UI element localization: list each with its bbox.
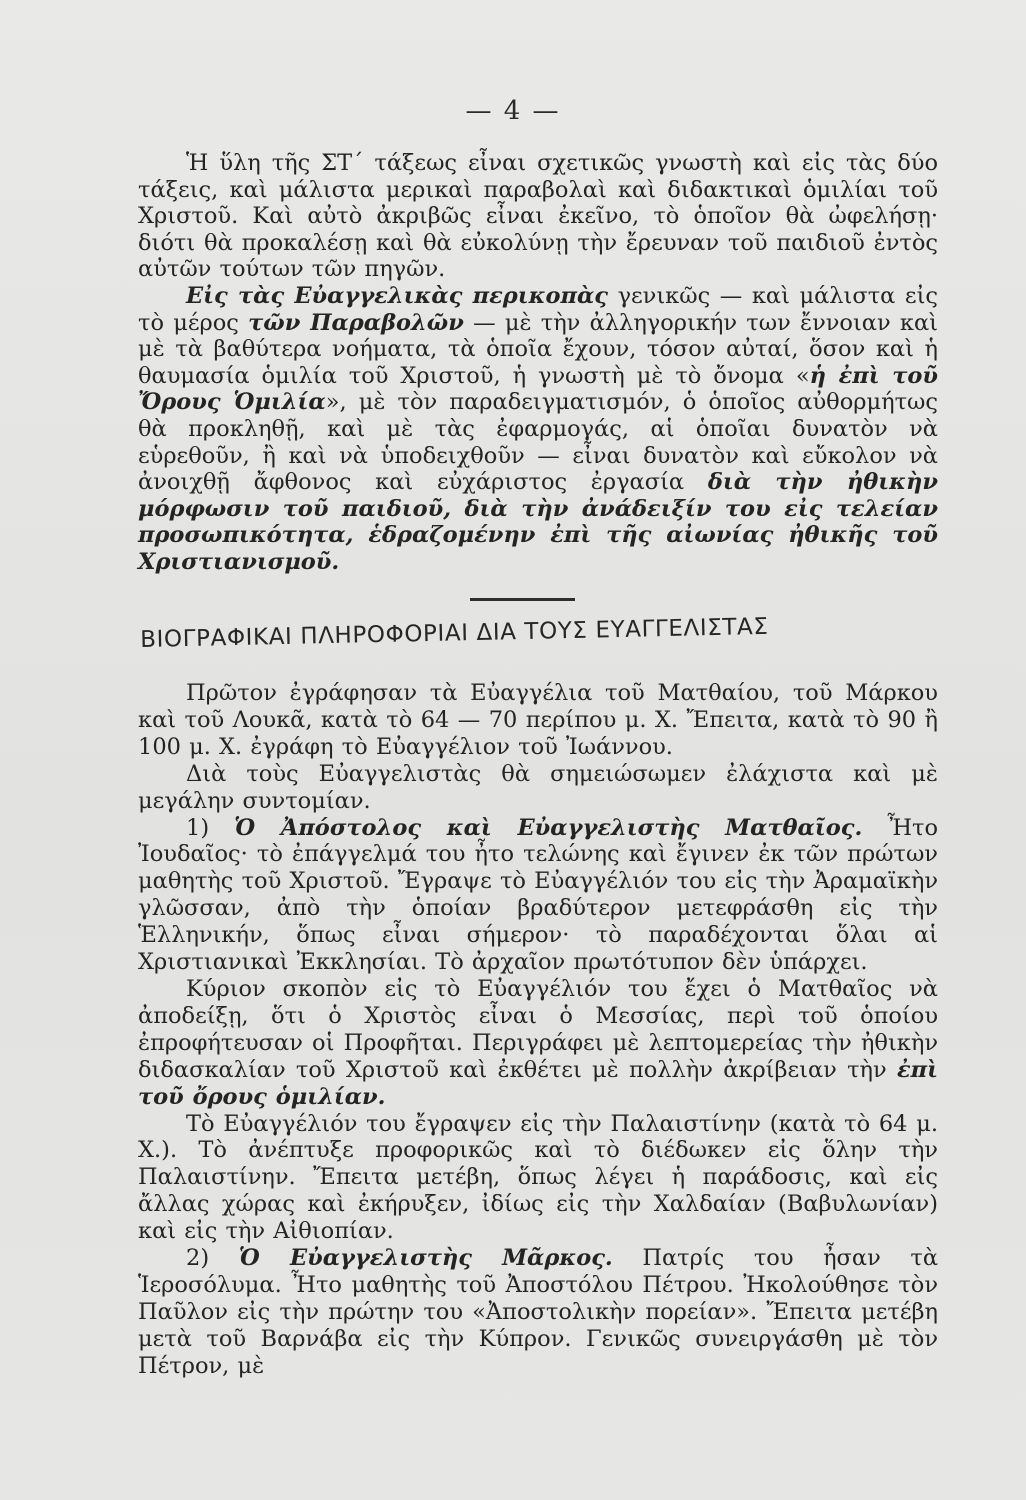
emphasis-moral-education: διὰ τὴν ἠθικὴν μόρφωσιν τοῦ παιδιοῦ, διὰ τὴν ἀνάδειξίν του εἰς τελείαν προσωπικότητα, ἑδραζομένην ἐπὶ τῆς αἰωνίας ἠθικῆς τοῦ Χριστιανισμοῦ. — [138, 469, 938, 575]
intro-paragraph-2 — [138, 283, 938, 576]
text-run: Πατρίς του ἦσαν τὰ Ἱεροσόλυμα. Ἦτο μαθητὴς τοῦ Ἀποστόλου Πέτρου. Ἠκολούθησε τὸν Παῦλον εἰς τὴν πρώτην του «Ἀποστολικὴν πορείαν». Ἔπειτα μετέβη μετὰ τοῦ Βαρνάβα εἰς τὴν Κύπρον. Γενικῶς συνειργάσθη μὲ τὸν Πέτρον, μὲ — [138, 1245, 939, 1379]
bio-paragraph-1: Πρῶτον ἐγράφησαν τὰ Εὐαγγέλια τοῦ Ματθαίου, τοῦ Μάρκου καὶ τοῦ Λουκᾶ, κατὰ τὸ 64 — 70 περίπου μ. Χ. Ἔπειτα, κατὰ τὸ 90 ἢ 100 μ. Χ. ἐγράφη τὸ Εὐαγγέλιον τοῦ Ἰωάννου. — [138, 680, 938, 760]
text-run: γενικῶς — καὶ μάλιστα εἰς τὸ μέρος — [138, 282, 939, 336]
biography-text — [138, 680, 938, 1380]
emphasis-mark-title: Ὁ Εὐαγγελιστὴς Μᾶρκος. — [238, 1245, 613, 1272]
section-divider — [470, 598, 575, 601]
text-run: Κύριον σκοπὸν εἰς τὸ Εὐαγγέλιόν του ἔχει ὁ Ματθαῖος νὰ ἀποδείξῃ, ὅτι ὁ Χριστὸς εἶναι ὁ Μεσσίας, περὶ τοῦ ὁποίου ἐπροφήτευσαν οἱ Προφῆται. Περιγράφει μὲ λεπτομερείας τὴν ἠθικὴν διδασκαλίαν τοῦ Χριστοῦ καὶ ἐκθέτει μὲ πολλὴν ἀκρίβειαν τὴν — [138, 975, 938, 1083]
bio-paragraph-4 — [138, 976, 938, 1111]
text-run: », μὲ τὸν παραδειγματισμόν, ὁ ὁποῖος αὐθορμήτως θὰ προκληθῇ, καὶ μὲ τὰς ἐφαρμογάς, αἱ ὁποῖαι δυνατὸν νὰ εὑρεθοῦν, ἢ καὶ νὰ ὑποδειχθοῦν — εἶναι δυνατὸν καὶ εὔκολον νὰ ἀνοιχθῇ ἄφθονος καὶ εὐχάριστος ἐργασία — [138, 389, 939, 496]
list-number: 1) — [186, 814, 235, 841]
emphasis-gospel-passages: Εἰς τὰς Εὐαγγελικὰς περικοπὰς — [186, 282, 608, 309]
intro-text — [138, 150, 938, 576]
text-run: Ἦτο Ἰουδαῖος· τὸ ἐπάγγελμά του ἦτο τελώνης καὶ ἔγινεν ἐκ τῶν πρώτων μαθητὴς τοῦ Χριστοῦ. Ἔγραψε τὸ Εὐαγγέλιόν του εἰς τὴν Ἀραμαϊκὴν γλῶσσαν, ἀπὸ τὴν ὁποίαν βραδύτερον μετεφράσθη εἰς τὴν Ἑλληνικήν, ὅπως εἶναι σήμερον· τὸ παραδέχονται ὅλαι αἱ Χριστιανικαὶ Ἐκκλησίαι. Τὸ ἀρχαῖον πρωτότυπον δὲν ὑπάρχει. — [138, 814, 939, 976]
emphasis-sermon: ἐπὶ τοῦ ὄρους ὁμιλίαν. — [138, 1056, 938, 1110]
text-run: — μὲ τὴν ἀλληγορικήν των ἔννοιαν καὶ μὲ τὰ βαθύτερα νοήματα, τὰ ὁποῖα ἔχουν, τόσον αὐταί, ὅσον καὶ ἡ θαυμασία ὁμιλία τοῦ Χριστοῦ, ἡ γνωστὴ μὲ τὸ ὄνομα « — [138, 309, 938, 389]
list-number: 2) — [186, 1245, 239, 1272]
emphasis-sermon-on-the-mount: ἡ ἐπὶ τοῦ Ὄρους Ὁμιλία — [138, 362, 938, 416]
emphasis-matthew-title: Ὁ Ἀπόστολος καὶ Εὐαγγελιστὴς Ματθαῖος. — [234, 814, 863, 841]
page-number: — 4 — — [465, 96, 561, 126]
emphasis-parables: τῶν Παραβολῶν — [248, 309, 464, 336]
bio-paragraph-2: Διὰ τοὺς Εὐαγγελιστὰς θὰ σημειώσωμεν ἐλάχιστα καὶ μὲ μεγάλην συντομίαν. — [138, 760, 938, 814]
bio-paragraph-matthew — [138, 815, 938, 976]
bio-paragraph-mark — [138, 1245, 938, 1380]
bio-paragraph-5: Τὸ Εὐαγγέλιόν του ἔγραψεν εἰς τὴν Παλαιστίνην (κατὰ τὸ 64 μ. Χ.). Τὸ ἀνέπτυξε προφορικῶς καὶ τὸ διέδωκεν εἰς ὅλην τὴν Παλαιστίνην. Ἔπειτα μετέβη, ὅπως λέγει ἡ παράδοσις, καὶ εἰς ἄλλας χώρας καὶ ἐκήρυξεν, ἰδίως εἰς τὴν Χαλδαίαν (Βαβυλωνίαν) καὶ εἰς τὴν Αἰθιοπίαν. — [138, 1110, 938, 1245]
intro-paragraph-1: Ἡ ὕλη τῆς ΣΤ΄ τάξεως εἶναι σχετικῶς γνωστὴ καὶ εἰς τὰς δύο τάξεις, καὶ μάλιστα μερικαὶ παραβολαὶ καὶ διδακτικαὶ ὁμιλίαι τοῦ Χριστοῦ. Καὶ αὐτὸ ἀκριβῶς εἶναι ἐκεῖνο, τὸ ὁποῖον θὰ ὠφελήσῃ· διότι θὰ προκαλέσῃ καὶ θὰ εὐκολύνῃ τὴν ἔρευναν τοῦ παιδιοῦ ἐντὸς αὐτῶν τούτων τῶν πηγῶν. — [138, 150, 938, 283]
section-heading: ΒΙΟΓΡΑΦΙΚΑΙ ΠΛΗΡΟΦΟΡΙΑΙ ΔΙΑ ΤΟΥΣ ΕΥΑΓΓΕΛΙΣΤΑΣ — [140, 613, 769, 653]
